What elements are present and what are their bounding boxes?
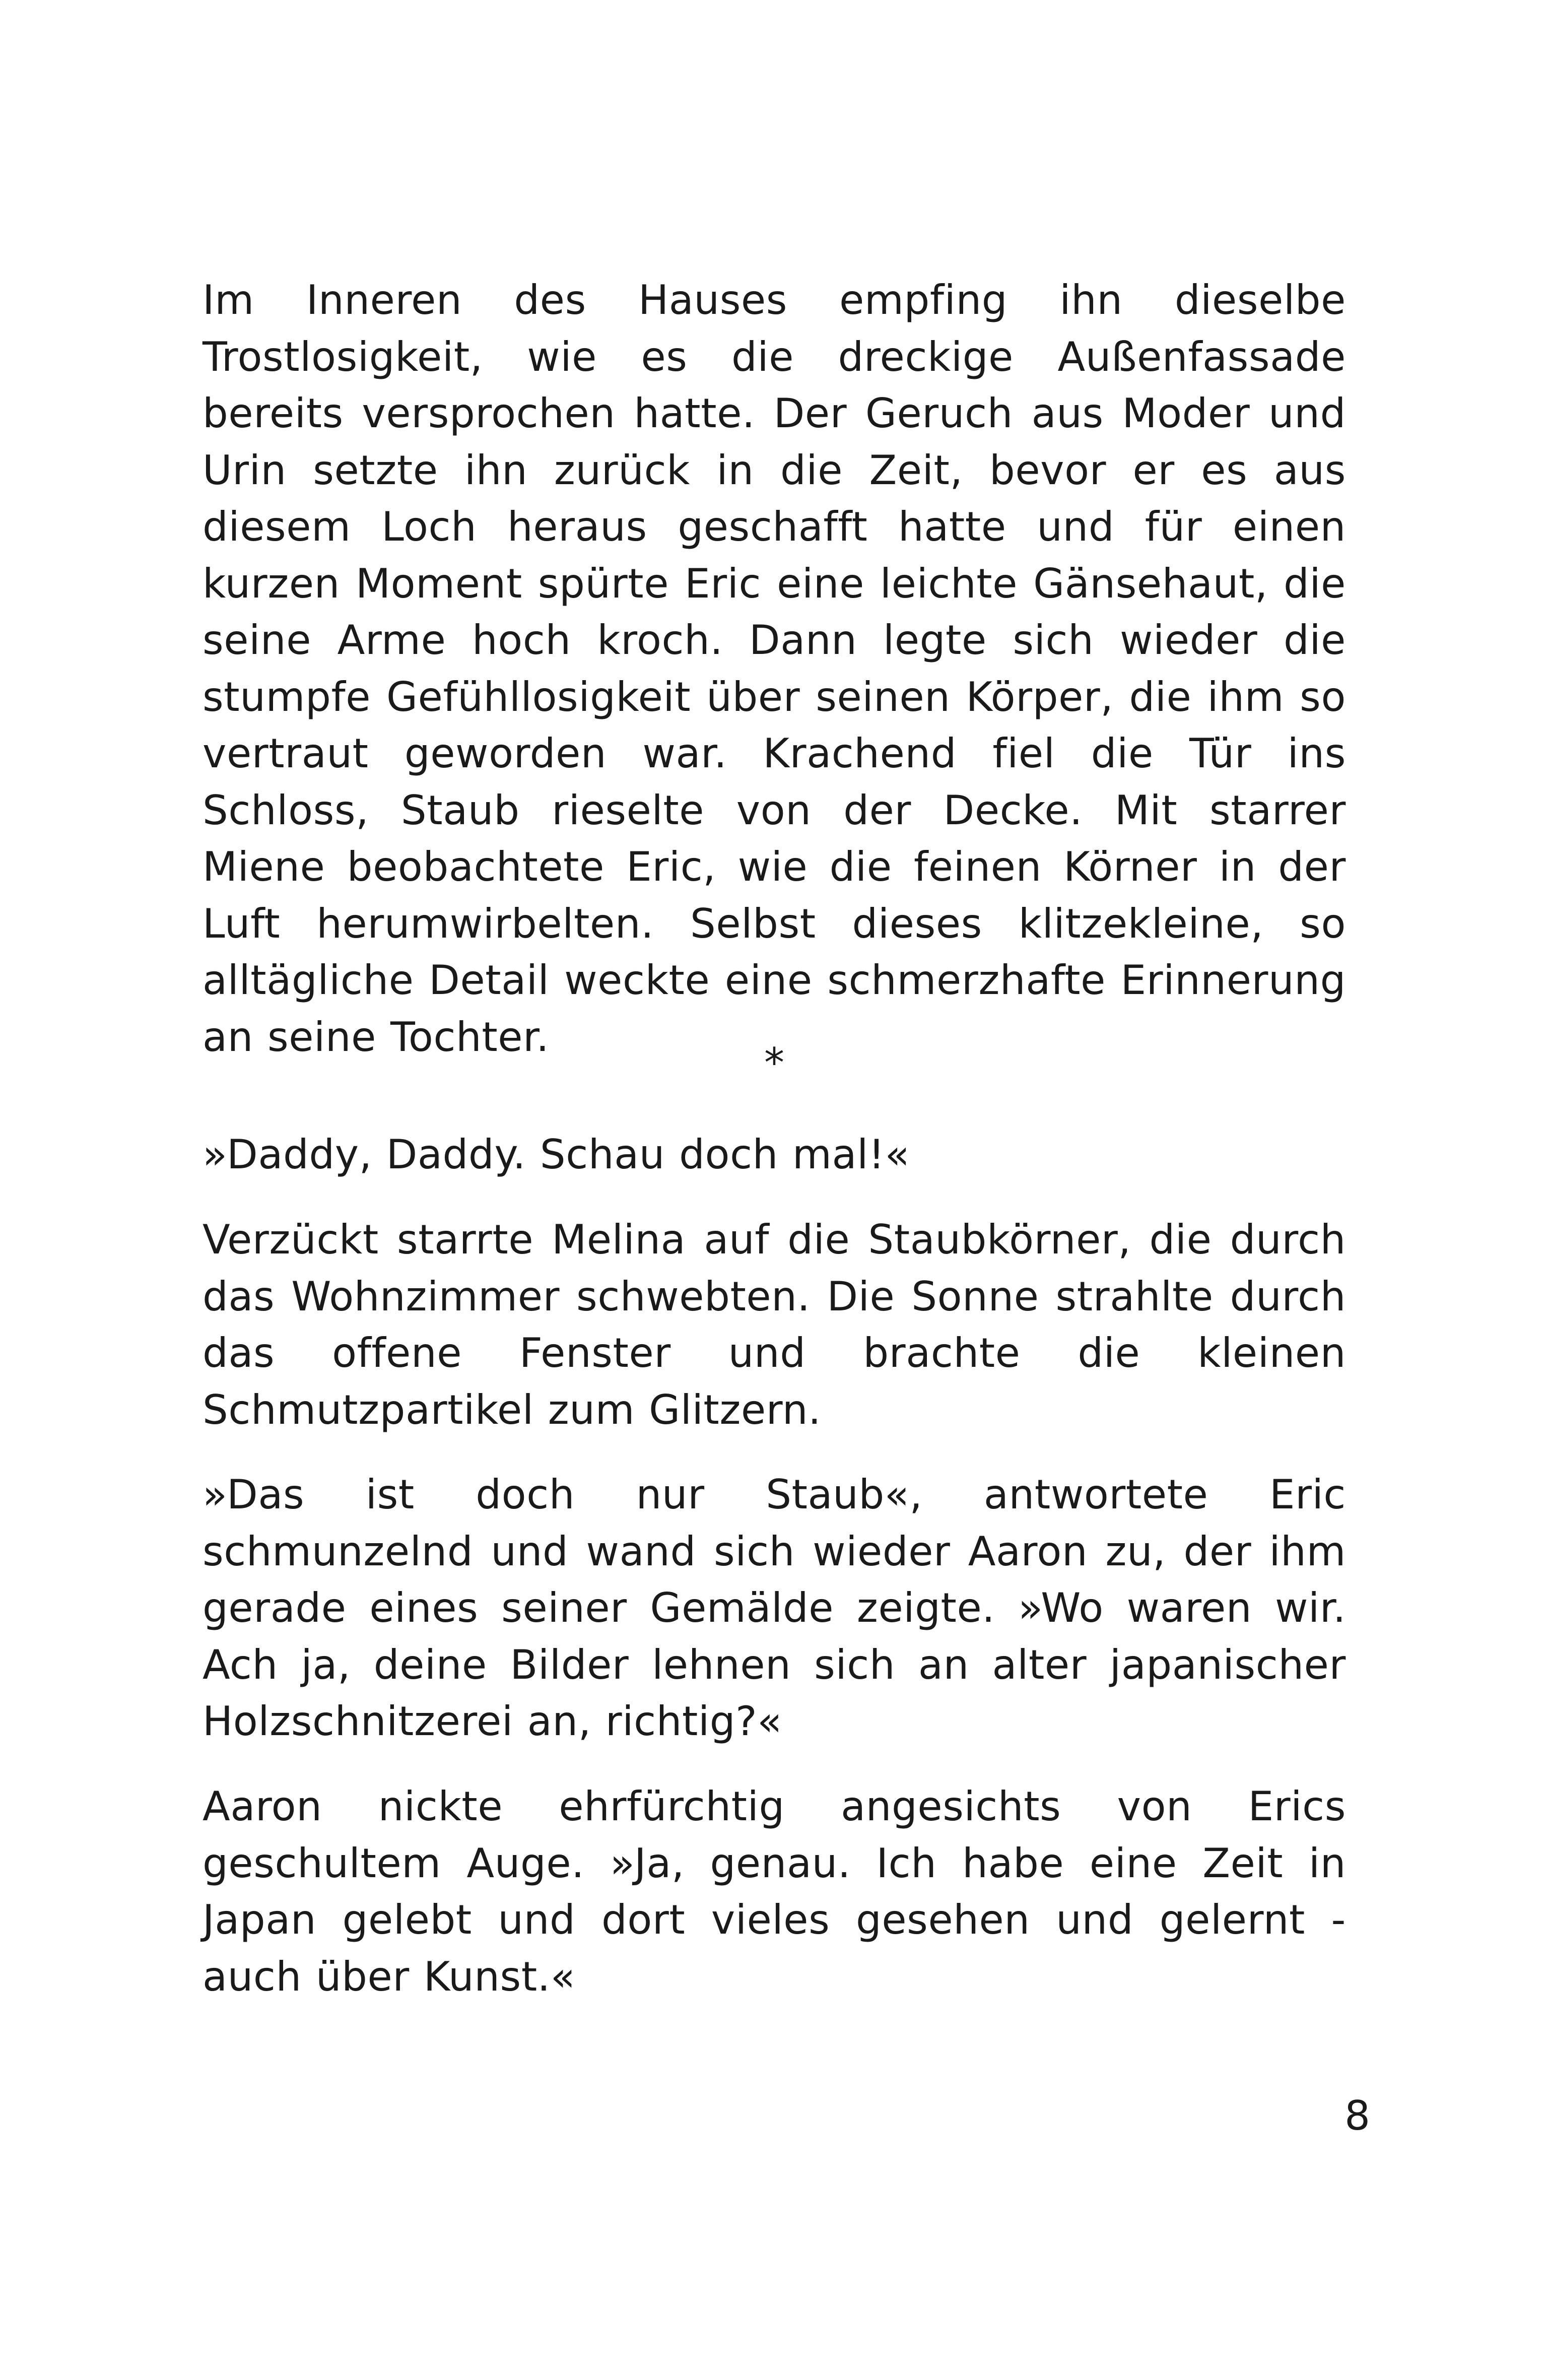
paragraph-4: »Das ist doch nur Staub«, antwortete Eric schmunzelnd und wand sich wieder Aaron zu, der ihm gerade eines seiner Gemälde zeigte. »Wo waren wir. Ach ja, deine Bilder lehnen sich an alter japanischer Holzschnitzerei an, richtig?« bbox=[203, 1471, 1346, 1745]
page-number: 8 bbox=[1344, 2092, 1370, 2139]
scene-separator: * bbox=[764, 1039, 784, 1086]
paragraph-2: »Daddy, Daddy. Schau doch mal!« bbox=[203, 1131, 910, 1178]
paragraph-5: Aaron nickte ehrfürchtig angesichts von Erics geschultem Auge. »Ja, genau. Ich habe eine Zeit in Japan gelebt und dort vieles gesehen und gelernt - auch über Kunst.« bbox=[203, 1783, 1346, 2000]
paragraph-1: Im Inneren des Hauses empfing ihn dieselbe Trostlosigkeit, wie es die dreckige Außenfassade bereits versprochen hatte. Der Geruch aus Moder und Urin setzte ihn zurück in die Zeit, bevor er es aus diesem Loch heraus geschafft hatte und für einen kurzen Moment spürte Eric eine leichte Gänsehaut, die seine Arme hoch kroch. Dann legte sich wieder die stumpfe Gefühllosigkeit über seinen Körper, die ihm so vertraut geworden war. Krachend fiel die Tür ins Schloss, Staub rieselte von der Decke. Mit starrer Miene beobachtete Eric, wie die feinen Körner in der Luft herumwirbelten. Selbst dieses klitzekleine, so alltägliche Detail weckte eine schmerzhafte Erinnerung an seine Tochter. bbox=[203, 277, 1346, 1061]
paragraph-3: Verzückt starrte Melina auf die Staubkörner, die durch das Wohnzimmer schwebten. Die Sonne strahlte durch das offene Fenster und brachte die kleinen Schmutzpartikel zum Glitzern. bbox=[203, 1216, 1346, 1433]
